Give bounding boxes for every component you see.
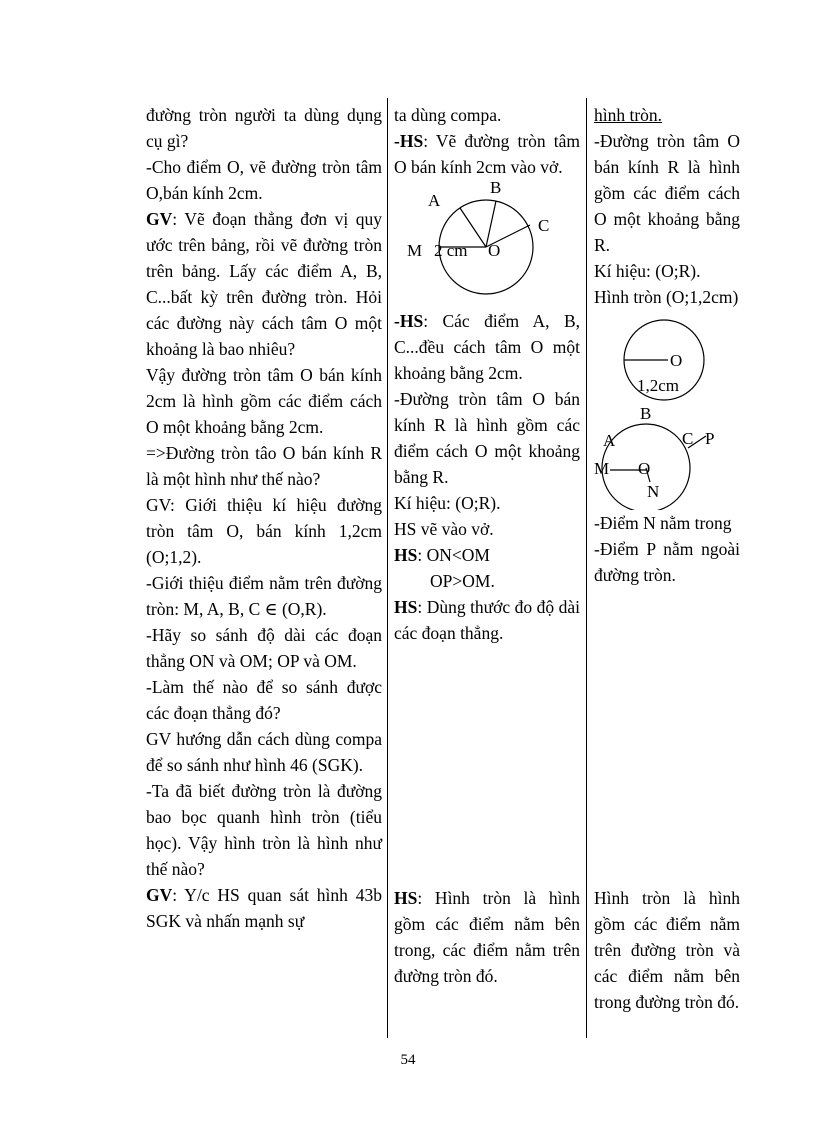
paragraph: -Đường tròn tâm O bán kính R là hình gồm các điểm cách O một khoảng bằng R. <box>594 131 740 255</box>
paragraph: Hình tròn là hình gồm các điểm nằm trên đường tròn và các điểm nằm bên trong đường tròn đó. <box>594 888 740 1012</box>
content-disk-definition <box>594 885 740 1015</box>
section-heading: hình tròn. <box>594 105 663 125</box>
student-activity-column <box>394 102 580 646</box>
paragraph: -Hãy so sánh độ dài các đoạn thẳng ON và OM; OP và OM. <box>146 625 382 671</box>
paragraph: GV: Y/c HS quan sát hình 43b SGK và nhấn mạnh sự <box>146 885 382 931</box>
paragraph: -HS: Các điểm A, B, C...đều cách tâm O một khoảng bằng 2cm. <box>394 311 580 383</box>
label-o: O <box>670 351 683 370</box>
paragraph: GV: Vẽ đoạn thẳng đơn vị quy ước trên bảng, rồi vẽ đường tròn trên bảng. Lấy các điểm A, B, C...bất kỳ trên đường tròn. Hỏi các đường này cách tâm O một khoảng là bao nhiêu? <box>146 209 382 359</box>
label-m: M <box>594 459 610 478</box>
label-n: N <box>647 482 660 501</box>
paragraph: HS: Dùng thước đo độ dài các đoạn thẳng. <box>394 597 580 643</box>
paragraph: HS vẽ vào vở. <box>394 519 494 539</box>
label-b: B <box>640 406 652 423</box>
paragraph: -Đường tròn tâm O bán kính R là hình gồm các điểm cách O một khoảng bằng R. <box>394 389 580 487</box>
paragraph: ta dùng compa. <box>394 105 502 125</box>
label-a: A <box>428 191 441 210</box>
teacher-activity-column <box>146 102 382 934</box>
label-o: O <box>638 459 651 478</box>
paragraph: Hình tròn (O;1,2cm) <box>594 287 739 307</box>
paragraph: GV hướng dẫn cách dùng compa để so sánh như hình 46 (SGK). <box>146 729 382 775</box>
label-m: M <box>407 241 423 260</box>
paragraph: đường tròn người ta dùng dụng cụ gì? <box>146 105 382 151</box>
paragraph: -Làm thế nào để so sánh được các đoạn thẳng đó? <box>146 677 382 723</box>
circle-figure-2cm <box>394 180 580 308</box>
paragraph: -HS: Vẽ đường tròn tâm O bán kính 2cm vào vở. <box>394 131 580 177</box>
circle-figure-points <box>594 406 740 510</box>
label-b: B <box>490 180 502 197</box>
paragraph: -Điểm P nằm ngoài đường tròn. <box>594 539 740 585</box>
paragraph: HS: ON<OM <box>394 545 490 565</box>
paragraph: GV: Giới thiệu kí hiệu đường tròn tâm O, bán kính 1,2cm (O;1,2). <box>146 495 382 567</box>
column-divider-2 <box>586 98 587 1038</box>
label-c: C <box>682 429 694 448</box>
label-o: O <box>488 241 501 260</box>
paragraph: Kí hiệu: (O;R). <box>594 261 701 281</box>
label-radius: 2 cm <box>434 241 468 260</box>
paragraph: -Cho điểm O, vẽ đường tròn tâm O,bán kính 2cm. <box>146 157 382 203</box>
paragraph: Kí hiệu: (O;R). <box>394 493 501 513</box>
content-column <box>594 102 740 588</box>
paragraph: =>Đường tròn tâo O bán kính R là một hình như thế nào? <box>146 443 382 489</box>
page-number: 54 <box>400 1052 416 1068</box>
paragraph: Vậy đường tròn tâm O bán kính 2cm là hình gồm các điểm cách O một khoảng bằng 2cm. <box>146 365 382 437</box>
label-radius: 1,2cm <box>637 376 680 395</box>
circle-figure-1-2cm <box>594 310 740 406</box>
label-c: C <box>538 216 550 235</box>
column-divider-1 <box>387 98 388 1038</box>
paragraph: -Giới thiệu điểm nằm trên đường tròn: M, A, B, C ∈ (O,R). <box>146 573 382 619</box>
label-a: A <box>603 431 616 450</box>
label-p: P <box>705 429 715 448</box>
student-activity-disk <box>394 885 580 989</box>
paragraph: -Ta đã biết đường tròn là đường bao bọc quanh hình tròn (tiểu học). Vậy hình tròn là hình như thế nào? <box>146 781 382 879</box>
paragraph: HS: Hình tròn là hình gồm các điểm nằm bên trong, các điểm nằm trên đường tròn đó. <box>394 888 580 986</box>
paragraph: -Điểm N nằm trong <box>594 513 732 533</box>
paragraph: OP>OM. <box>430 571 495 591</box>
